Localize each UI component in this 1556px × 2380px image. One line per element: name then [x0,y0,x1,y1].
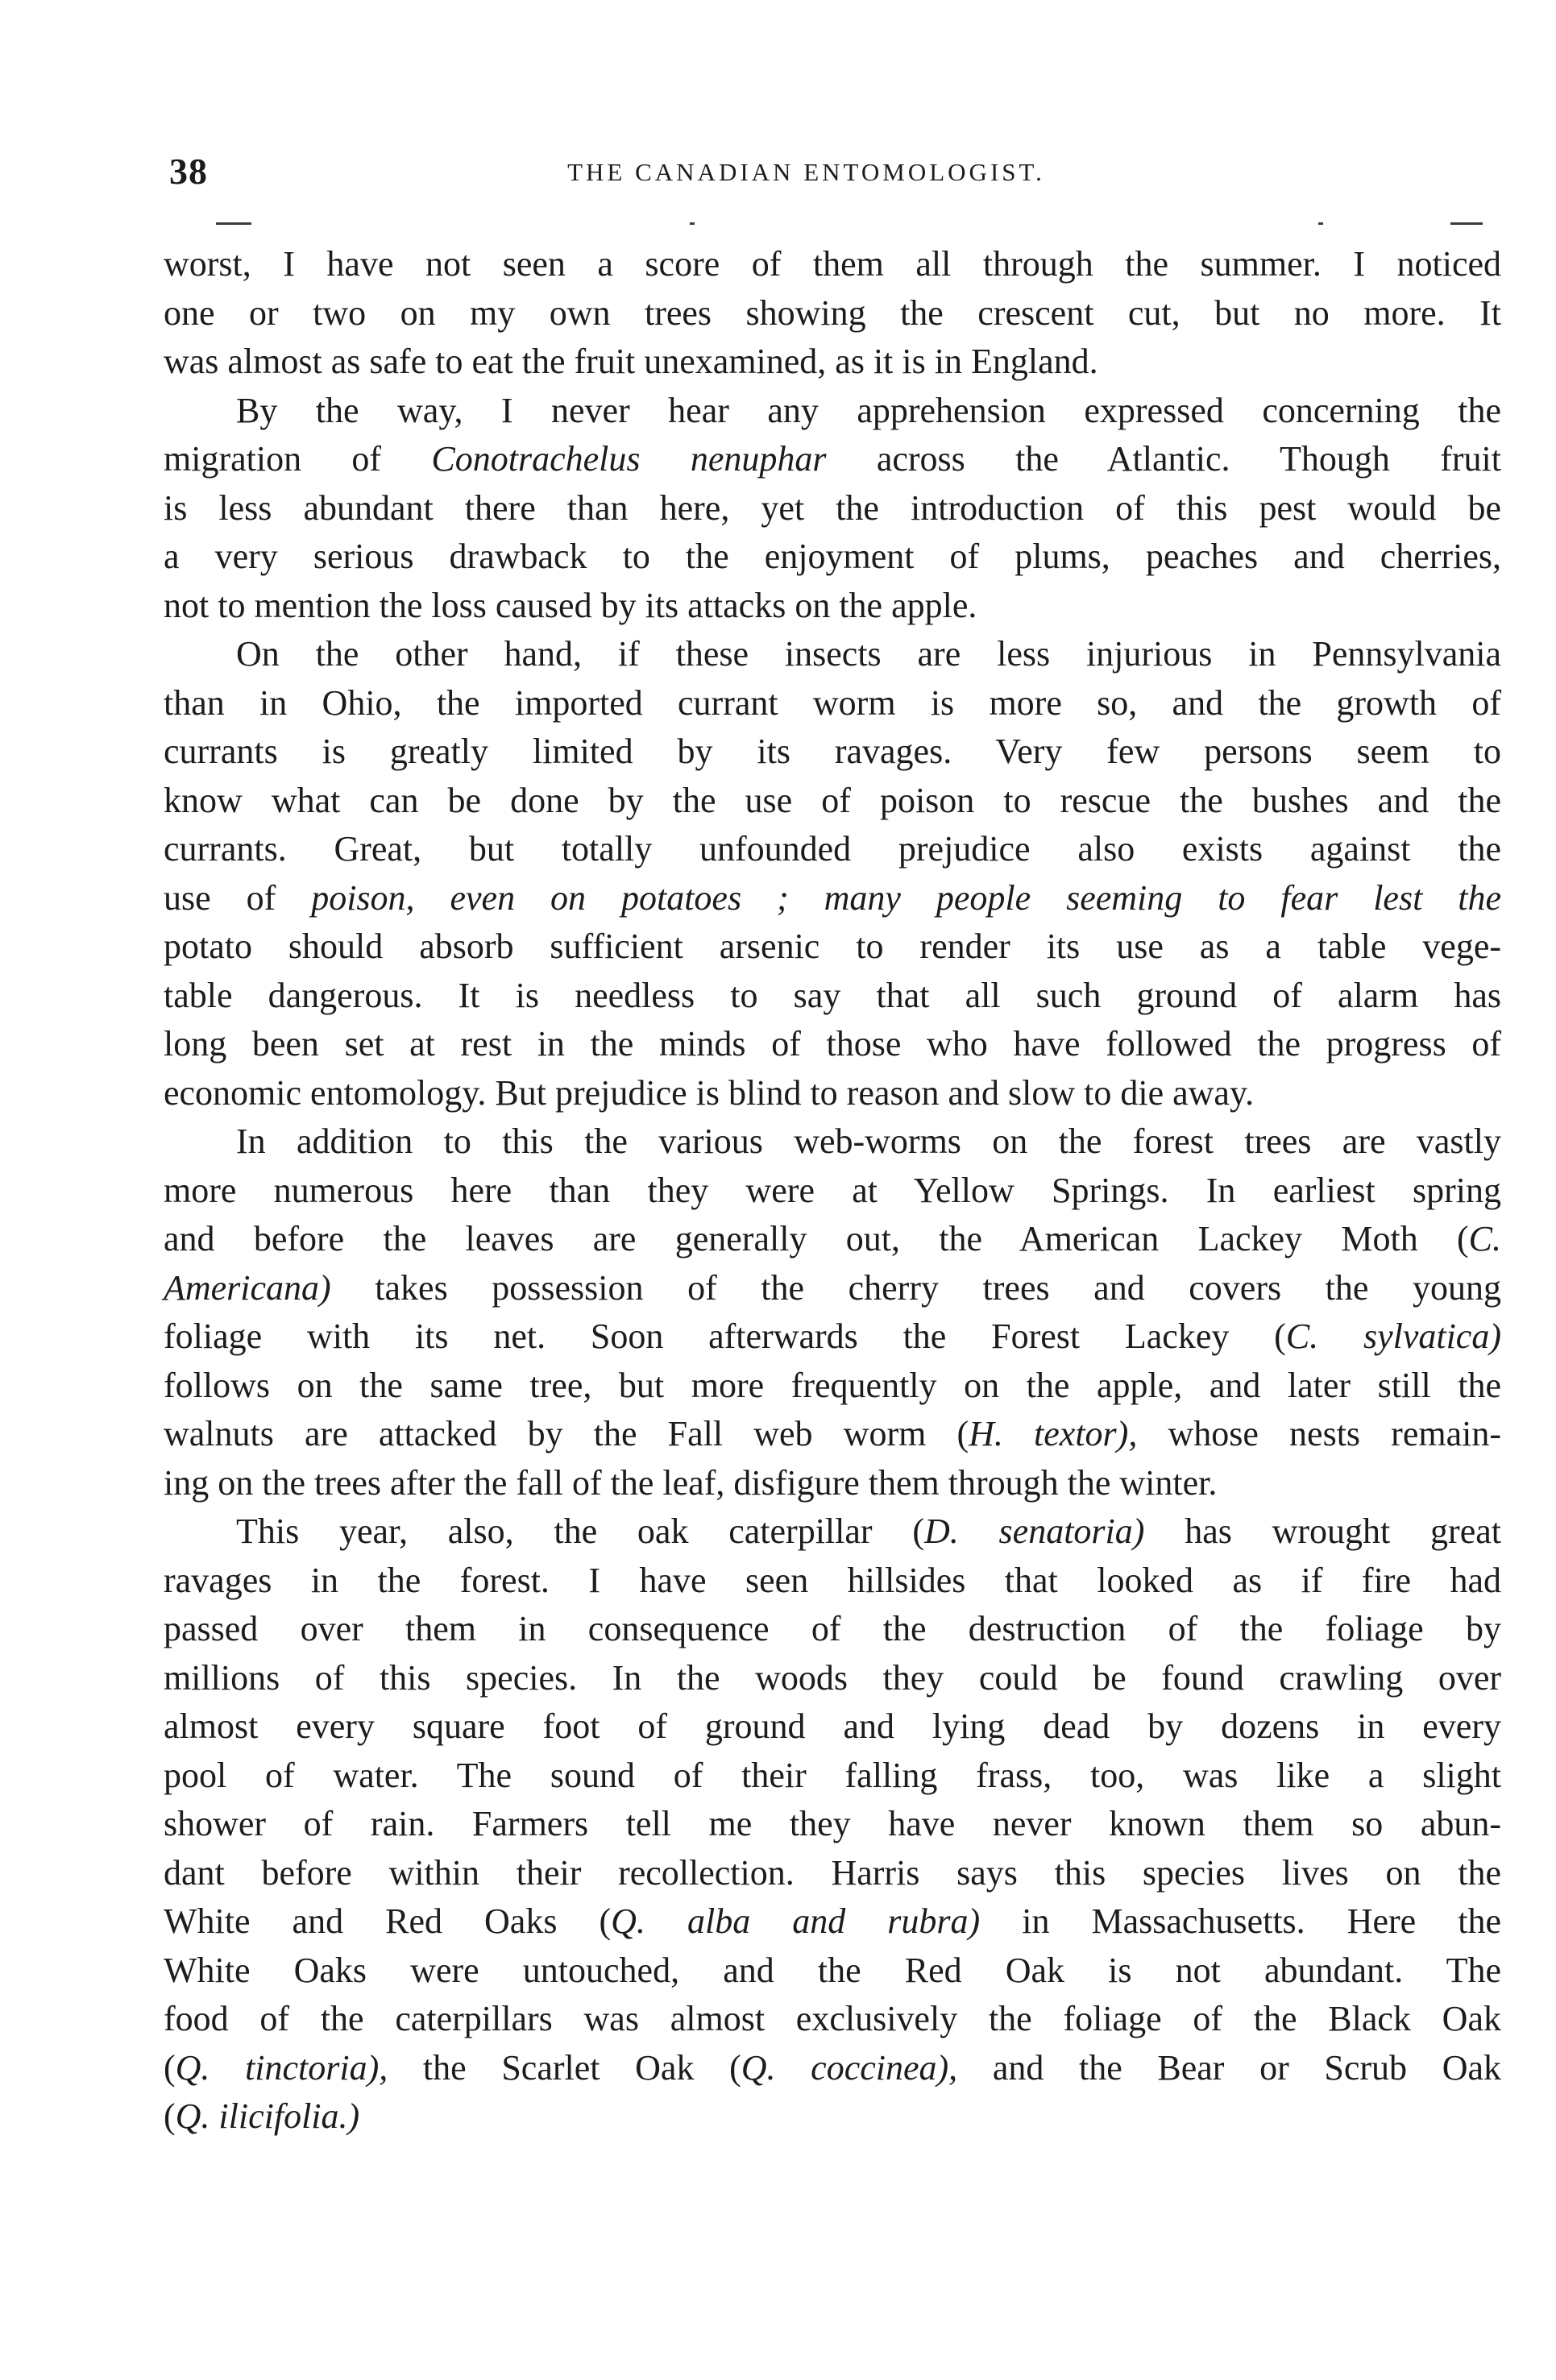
text-segment: potato should absorb sufficient arsenic to render its use as a table vege- [164,927,1501,966]
text-line [164,1167,1501,1216]
text-line [164,1507,1501,1557]
italic-text: H. textor), [969,1414,1138,1453]
text-segment: walnuts are attacked by the Fall web worm ( [164,1414,969,1453]
text-segment: is less abundant there than here, yet the introduction of this pest would be [164,487,1501,528]
text-line [164,1947,1501,1996]
text-segment: ( [164,2047,176,2088]
text-segment: White Oaks were untouched, and the Red Oak is not abundant. The [164,1950,1501,1990]
text-segment: dant before within their recollection. Harris says this species lives on the [164,1852,1501,1893]
italic-text: Q. ilicifolia.) [175,2096,360,2136]
text-segment: the Scarlet Oak ( [388,2047,741,2088]
text-line [164,1117,1501,1167]
text-segment: On the other hand, if these insects are less injurious in Pennsylvania [236,634,1501,674]
text-line [164,1752,1501,1801]
page-number: 38 [169,151,208,192]
text-line [164,1849,1501,1898]
text-line [164,679,1501,728]
text-line [164,240,1501,289]
text-segment: economic entomology. But prejudice is blind to reason and slow to die away. [164,1072,1255,1113]
text-line [164,777,1501,826]
text-segment: a very serious drawback to the enjoyment of plums, peaches and cherries, [164,537,1501,576]
italic-text: Q. coccinea), [741,2047,958,2088]
text-segment: worst, I have not seen a score of them all through the summer. I noticed [164,244,1501,284]
text-segment: whose nests remain- [1137,1414,1501,1453]
text-line [164,1264,1501,1313]
text-segment: one or two on my own trees showing the crescent cut, but no more. It [164,292,1501,333]
text-segment: shower of rain. Farmers tell me they have never known them so abun- [164,1804,1501,1843]
text-segment: more numerous here than they were at Yellow Springs. In earliest spring [164,1170,1501,1210]
text-segment: ing on the trees after the fall of the leaf, disfigure them through the winter. [164,1462,1218,1503]
text-segment: foliage with its net. Soon afterwards the Forest Lackey ( [164,1316,1286,1356]
italic-text: poison, even on potatoes ; many people seeming to fear lest the [311,877,1501,918]
text-segment: and before the leaves are generally out, the American Lackey Moth ( [164,1219,1469,1258]
text-segment: ravages in the forest. I have seen hillsides that looked as if fire had [164,1560,1501,1600]
text-line [164,972,1501,1021]
italic-text: C. sylvatica) [1285,1316,1501,1356]
text-segment: ( [164,2096,176,2136]
text-line [164,1362,1501,1411]
text-line [164,1897,1501,1947]
header-rule-right [1450,222,1483,225]
italic-text: Conotrachelus nenuphar [431,439,827,479]
text-line [164,1410,1501,1459]
text-line [164,1654,1501,1703]
text-segment: passed over them in consequence of the destruction of the foliage by [164,1609,1501,1648]
italic-text: C. [1468,1219,1501,1258]
text-line [164,1312,1501,1362]
text-segment: food of the caterpillars was almost exclusively the foliage of the Black Oak [164,1999,1501,2038]
text-line [164,630,1501,679]
text-line [164,1995,1501,2044]
italic-text: D. senatoria) [923,1511,1145,1551]
text-line [164,2044,1501,2093]
text-line [164,289,1501,338]
text-segment: migration of [164,439,432,479]
italic-text: Q. tinctoria), [175,2047,388,2088]
text-line [164,1800,1501,1849]
text-segment: By the way, I never hear any apprehension expressed concerning the [236,390,1501,430]
text-segment: table dangerous. It is needless to say that all such ground of alarm has [164,975,1501,1015]
text-line [164,387,1501,436]
text-line [164,2092,1501,2142]
text-line [164,435,1501,484]
text-segment: millions of this species. In the woods they could be found crawling over [164,1657,1501,1698]
header-rule-mid-2 [1318,222,1323,225]
text-line [164,533,1501,582]
running-head: THE CANADIAN ENTOMOLOGIST. [567,158,1045,186]
text-line [164,825,1501,874]
text-segment: long been set at rest in the minds of those who have followed the progress of [164,1024,1501,1064]
italic-text: Q. alba and rubra) [611,1901,981,1941]
text-segment: In addition to this the various web-worms on the forest trees are vastly [236,1122,1501,1161]
text-line [164,1702,1501,1752]
header-rule-mid [690,222,695,225]
text-line [164,874,1501,923]
text-segment: across the Atlantic. Though fruit [826,439,1502,479]
text-segment: not to mention the loss caused by its attacks on the apple. [164,585,977,625]
text-line [164,582,1501,631]
text-segment: currants. Great, but totally unfounded prejudice also exists against the [164,829,1501,869]
italic-text: Americana) [164,1267,331,1308]
text-line [164,1605,1501,1654]
text-segment: almost every square foot of ground and lying dead by dozens in every [164,1706,1501,1746]
text-segment: than in Ohio, the imported currant worm is more so, and the growth of [164,682,1501,723]
text-segment: follows on the same tree, but more frequently on the apple, and later still the [164,1365,1501,1405]
text-line [164,484,1501,533]
text-segment: This year, also, the oak caterpillar ( [236,1511,924,1551]
text-segment: currants is greatly limited by its ravages. Very few persons seem to [164,732,1501,771]
text-segment: White and Red Oaks ( [164,1901,612,1941]
text-line [164,1069,1501,1118]
text-line [164,728,1501,777]
text-segment: pool of water. The sound of their falling frass, too, was like a slight [164,1755,1501,1795]
header-rule-left [216,222,251,225]
body-text [164,240,1501,2142]
text-segment: and the Bear or Scrub Oak [957,2047,1501,2088]
text-segment: know what can be done by the use of poison to rescue the bushes and the [164,780,1501,820]
text-line [164,1459,1501,1508]
text-line [164,1215,1501,1264]
text-segment: has wrought great [1144,1511,1501,1551]
text-line [164,338,1501,387]
text-line [164,1020,1501,1069]
text-segment: use of [164,877,312,918]
text-line [164,1557,1501,1606]
text-line [164,923,1501,972]
text-segment: was almost as safe to eat the fruit unexamined, as it is in England. [164,342,1098,381]
text-segment: takes possession of the cherry trees and covers the young [330,1267,1501,1308]
text-segment: in Massachusetts. Here the [980,1901,1501,1941]
